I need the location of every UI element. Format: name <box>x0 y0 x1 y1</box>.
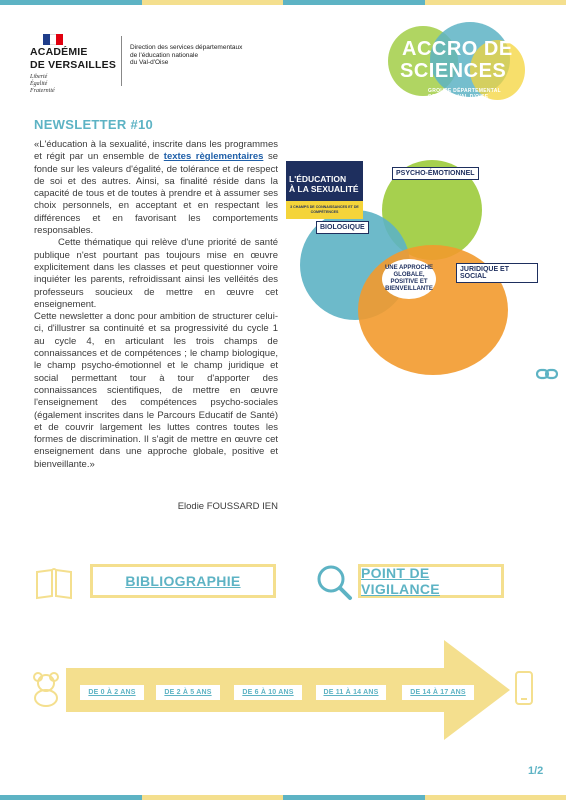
article-paragraph-3: Cette newsletter a donc pour ambition de structurer celui-ci, d'illustrer sa continuité et sa progressivité du cycle 1 au cycle 4, en articulant les trois champs de connaissances et de compétences ; le champ biologique, le champ psycho-émotionnel et le champ juridique et social permettant tour à tour d'apporter des connaissances scientifiques, de mettre en œuvre l'enseignement des compétences psycho-sociales (également inscrites dans le Parcours Educatif de Santé) et de couvrir largement les luttes contres toutes les formes de discrimination. Il s'agit de mettre en œuvre cet enseignement dans une approche globale, positive et bienveillante.» <box>34 311 278 470</box>
accro-de-sciences-logo <box>380 20 530 110</box>
age-6-10-button[interactable]: DE 6 À 10 ANS <box>234 685 302 700</box>
motto-fraternite: Fraternité <box>30 88 55 94</box>
label-legal-social: JURIDIQUE ET SOCIAL <box>456 263 538 283</box>
brand-title-line2: SCIENCES <box>400 60 507 82</box>
link-chain-icon[interactable] <box>536 367 558 381</box>
brand-title-line1: ACCRO DE <box>402 38 513 60</box>
direction-text <box>130 44 290 67</box>
republic-motto <box>30 74 70 95</box>
article-body <box>34 139 278 471</box>
header-divider <box>121 36 122 86</box>
badge-title-line: À LA SEXUALITÉ <box>289 184 359 194</box>
label-psycho-emotional: PSYCHO-ÉMOTIONNEL <box>392 167 479 180</box>
paragraph-text: «L'éducation à la sexualité, inscrite dans les programmes et régit par un ensemble de <box>34 139 278 163</box>
paragraph-text: se fonde sur les valeurs d'égalité, de tolérance et de respect de soi et des autres. Ainsi, sa finalité réside dans la capacité de tous et de toutes à prendre et à assumer ses choix personnels, en acceptant et en respectant les différences et en favorisant les comportements responsables. <box>34 151 278 237</box>
academy-name-line1: ACADÉMIE <box>30 46 88 58</box>
signature: Elodie FOUSSARD IEN <box>177 501 278 512</box>
infographic-badge <box>286 161 363 201</box>
republic-flag-icon <box>43 34 63 45</box>
bibliography-label: BIBLIOGRAPHIE <box>125 573 241 589</box>
direction-line: du Val-d'Oise <box>130 59 169 66</box>
teddy-bear-icon <box>30 670 62 708</box>
age-0-2-button[interactable]: DE 0 À 2 ANS <box>80 685 144 700</box>
badge-title-line: L'ÉDUCATION <box>289 174 347 184</box>
badge-subtitle: 3 CHAMPS DE CONNAISSANCES ET DE COMPÉTENCES <box>286 201 363 219</box>
top-color-bar <box>0 0 566 5</box>
vigilance-label: POINT DE VIGILANCE <box>361 565 440 597</box>
page-number: 1/2 <box>528 765 544 777</box>
regulatory-texts-link[interactable]: textes règlementaires <box>163 151 264 163</box>
motto-liberte: Liberté <box>30 74 48 80</box>
bottom-color-bar <box>0 795 566 800</box>
brand-subtitle: GROUPE DÉPARTEMENTAL SCIENCES VAL D'OISE <box>428 88 501 100</box>
smartphone-icon <box>514 670 534 706</box>
age-14-17-button[interactable]: DE 14 À 17 ANS <box>402 685 474 700</box>
bibliography-button[interactable] <box>90 564 276 598</box>
sexuality-education-infographic[interactable] <box>286 155 538 385</box>
label-biological: BIOLOGIQUE <box>316 221 369 234</box>
vigilance-button[interactable] <box>358 564 504 598</box>
age-2-5-button[interactable]: DE 2 À 5 ANS <box>156 685 220 700</box>
magnifier-icon <box>314 562 354 602</box>
article-paragraph-1 <box>34 139 278 237</box>
badge-title <box>289 174 359 194</box>
open-book-icon <box>34 566 74 600</box>
direction-line: de l'éducation nationale <box>130 51 199 59</box>
direction-line: Direction des services départementaux <box>130 44 243 51</box>
motto-egalite: Égalité <box>30 81 48 87</box>
academy-name-line2: DE VERSAILLES <box>30 59 117 71</box>
newsletter-title: NEWSLETTER #10 <box>34 117 154 132</box>
infographic-center-text: UNE APPROCHE GLOBALE, POSITIVE ET BIENVEILLANTE <box>382 259 436 299</box>
age-11-14-button[interactable]: DE 11 À 14 ANS <box>316 685 386 700</box>
article-paragraph-2: Cette thématique qui relève d'une priorité de santé publique n'est pourtant pas toujours mise en œuvre explicitement dans les classes et peut questionner voire inquiéter les parents, refroidissant ainsi les velléités des professeurs soucieux de mettre en œuvre cet enseignement. <box>34 237 278 310</box>
